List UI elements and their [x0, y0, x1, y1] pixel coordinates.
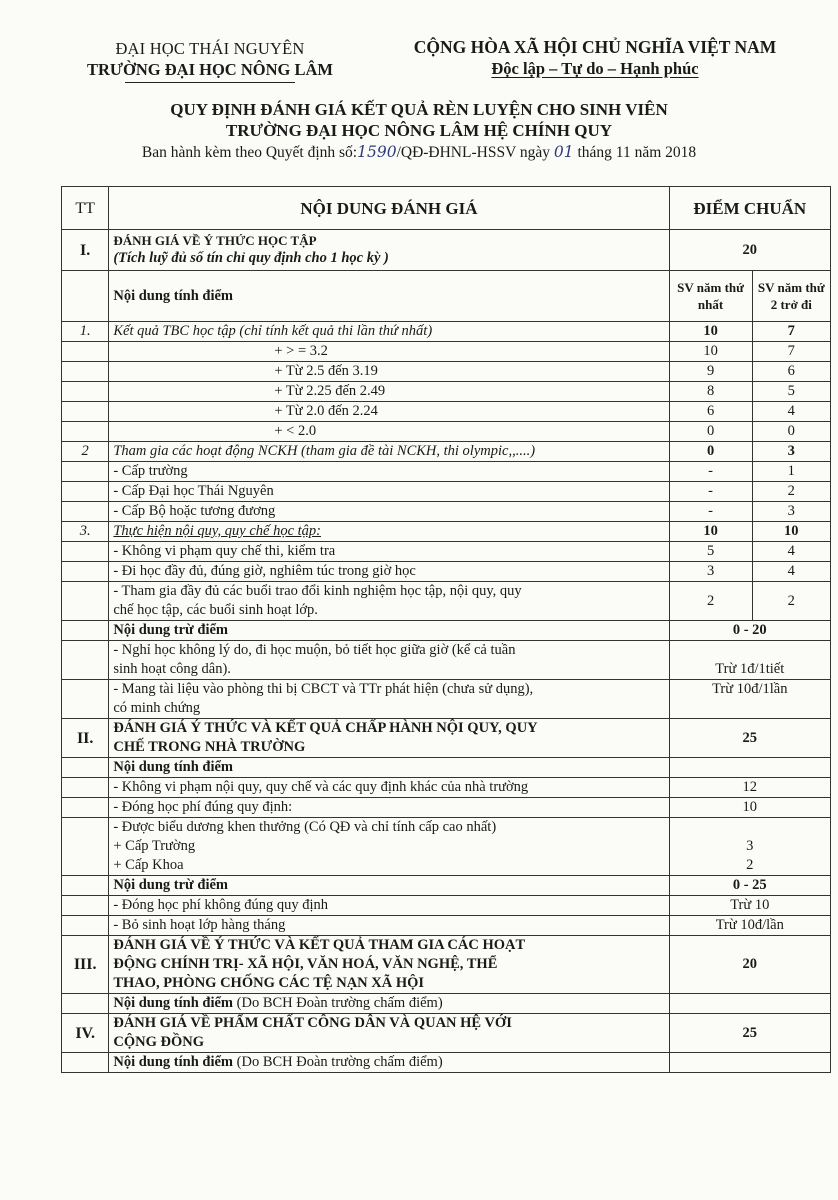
research-row: - Cấp Đại học Thái Nguyên - 2	[62, 482, 831, 502]
section-1-title	[109, 230, 669, 271]
section-1-score: 20	[669, 230, 830, 271]
section-3-title: ĐÁNH GIÁ VỀ Ý THỨC VÀ KẾT QUẢ THAM GIA CÁC HOẠT ĐỘNG CHÍNH TRỊ- XÃ HỘI, VĂN HOÁ, VĂN NGHỆ, THỂ THAO, PHÒNG CHỐNG CÁC TỆ NẠN XÃ HỘI	[109, 936, 669, 994]
col-tt-header: TT	[62, 187, 109, 230]
decision-reference	[0, 143, 838, 162]
deduct-row: - Nghỉ học không lý do, đi học muộn, bỏ tiết học giữa giờ (kể cả tuần sinh hoạt công dân). Trừ 1đ/1tiết	[62, 641, 831, 680]
section-1-subtitle: (Tích luỹ đủ số tín chỉ quy định cho 1 học kỳ )	[113, 250, 389, 266]
document-title-line1: QUY ĐỊNH ĐÁNH GIÁ KẾT QUẢ RÈN LUYỆN CHO SINH VIÊN	[170, 100, 668, 119]
rules-row: - Đi học đầy đủ, đúng giờ, nghiêm túc trong giờ học 3 4	[62, 562, 831, 582]
document-title-line2: TRƯỜNG ĐẠI HỌC NÔNG LÂM HỆ CHÍNH QUY	[225, 121, 613, 140]
section-4-score: 25	[669, 1014, 830, 1053]
section-1-row	[62, 230, 831, 271]
gpa-row: + Từ 2.0 đến 2.24 6 4	[62, 402, 831, 422]
item-research-row: 2 Tham gia các hoạt động NCKH (tham gia đề tài NCKH, thi olympic,,....) 0 3	[62, 442, 831, 462]
item-research-label: Tham gia các hoạt động NCKH (tham gia đề tài NCKH, thi olympic,,....)	[109, 442, 669, 462]
evaluation-table	[61, 186, 831, 1073]
item-gpa-label: Kết quả TBC học tập (chỉ tính kết quả thi lần thứ nhất)	[109, 322, 669, 342]
col-year2-header: SV năm thứ 2 trở đi	[752, 271, 830, 322]
section-3-score: 20	[669, 936, 830, 994]
rules-row: - Tham gia đầy đủ các buổi trao đổi kinh nghiệm học tập, nội quy, quy chế học tập, các buổi sinh hoạt lớp. 2 2	[62, 582, 831, 621]
col-year1-header: SV năm thứ nhất	[669, 271, 752, 322]
school-name: TRƯỜNG ĐẠI HỌC NÔNG LÂM	[87, 60, 333, 79]
gpa-row: + < 2.0 0 0	[62, 422, 831, 442]
rules-row: - Không vi phạm quy chế thi, kiểm tra 5 4	[62, 542, 831, 562]
item-rules-label: Thực hiện nội quy, quy chế học tập:	[109, 522, 669, 542]
decision-date: tháng 11 năm 2018	[573, 144, 697, 161]
rule-meetings-label: - Tham gia đầy đủ các buổi trao đổi kinh nghiệm học tập, nội quy, quy chế học tập, các buổi sinh hoạt lớp.	[109, 582, 669, 621]
decision-code: /QĐ-ĐHNL-HSSV ngày	[396, 144, 550, 161]
gpa-row: + Từ 2.5 đến 3.19 9 6	[62, 362, 831, 382]
header-left-rule	[125, 82, 295, 83]
section-2-number: II.	[62, 719, 109, 758]
header-left	[60, 38, 360, 83]
item-rules-row: 3. Thực hiện nội quy, quy chế học tập: 10 10	[62, 522, 831, 542]
decision-prefix: Ban hành kèm theo Quyết định số:	[141, 144, 358, 161]
section-4-row	[62, 1014, 831, 1053]
item-gpa-row: 1. Kết quả TBC học tập (chỉ tính kết quả thi lần thứ nhất) 10 7	[62, 322, 831, 342]
header-right	[380, 36, 810, 80]
section-2-deduct-header: Nội dung trừ điểm 0 - 25	[62, 876, 831, 896]
col-score-header: ĐIỂM CHUẨN	[669, 187, 830, 230]
research-row: - Cấp Bộ hoặc tương đương - 3	[62, 502, 831, 522]
decision-day: 01	[553, 143, 574, 161]
section-2-score: 25	[669, 719, 830, 758]
col-content-header: NỘI DUNG ĐÁNH GIÁ	[109, 187, 669, 230]
section-4-number: IV.	[62, 1014, 109, 1053]
section-1-deduct-header: Nội dung trừ điểm 0 - 20	[62, 621, 831, 641]
gpa-row: + > = 3.2 10 7	[62, 342, 831, 362]
national-title: CỘNG HÒA XÃ HỘI CHỦ NGHĨA VIỆT NAM	[413, 37, 777, 57]
deduct-row: - Mang tài liệu vào phòng thi bị CBCT và TTr phát hiện (chưa sử dụng), có minh chứng Trừ 10đ/1lần	[62, 680, 831, 719]
content-score-label: Nội dung tính điểm	[109, 271, 669, 322]
section-2-title: ĐÁNH GIÁ Ý THỨC VÀ KẾT QUẢ CHẤP HÀNH NỘI QUY, QUY CHẾ TRONG NHÀ TRƯỜNG	[109, 719, 669, 758]
national-motto: Độc lập – Tự do – Hạnh phúc	[491, 59, 699, 78]
section-1-heading: ĐÁNH GIÁ VỀ Ý THỨC HỌC TẬP	[113, 233, 317, 248]
section-4-title: ĐÁNH GIÁ VỀ PHẨM CHẤT CÔNG DÂN VÀ QUAN HỆ VỚI CỘNG ĐỒNG	[109, 1014, 669, 1053]
table-header-row	[62, 187, 831, 230]
section-2-row	[62, 719, 831, 758]
university-name: ĐẠI HỌC THÁI NGUYÊN	[115, 39, 305, 58]
section-3-content-row: Nội dung tính điểm (Do BCH Đoàn trường chấm điểm)	[62, 994, 831, 1014]
section-3-number: III.	[62, 936, 109, 994]
deduct-row: - Bỏ sinh hoạt lớp hàng tháng Trừ 10đ/lần	[62, 916, 831, 936]
section-1-number: I.	[62, 230, 109, 271]
conduct-row: - Không vi phạm nội quy, quy chế và các quy định khác của nhà trường 12	[62, 778, 831, 798]
gpa-row: + Từ 2.25 đến 2.49 8 5	[62, 382, 831, 402]
section-1-content-header	[62, 271, 831, 322]
section-2-content-header: Nội dung tính điểm	[62, 758, 831, 778]
deduct-row: - Đóng học phí không đúng quy định Trừ 10	[62, 896, 831, 916]
conduct-row: - Đóng học phí đúng quy định: 10	[62, 798, 831, 818]
decision-number: 1590	[357, 143, 397, 161]
award-row: - Được biểu dương khen thưởng (Có QĐ và chỉ tính cấp cao nhất) + Cấp Trường + Cấp Khoa 3 2	[62, 818, 831, 876]
research-row: - Cấp trường - 1	[62, 462, 831, 482]
section-4-content-row: Nội dung tính điểm (Do BCH Đoàn trường chấm điểm)	[62, 1053, 831, 1073]
section-3-row	[62, 936, 831, 994]
